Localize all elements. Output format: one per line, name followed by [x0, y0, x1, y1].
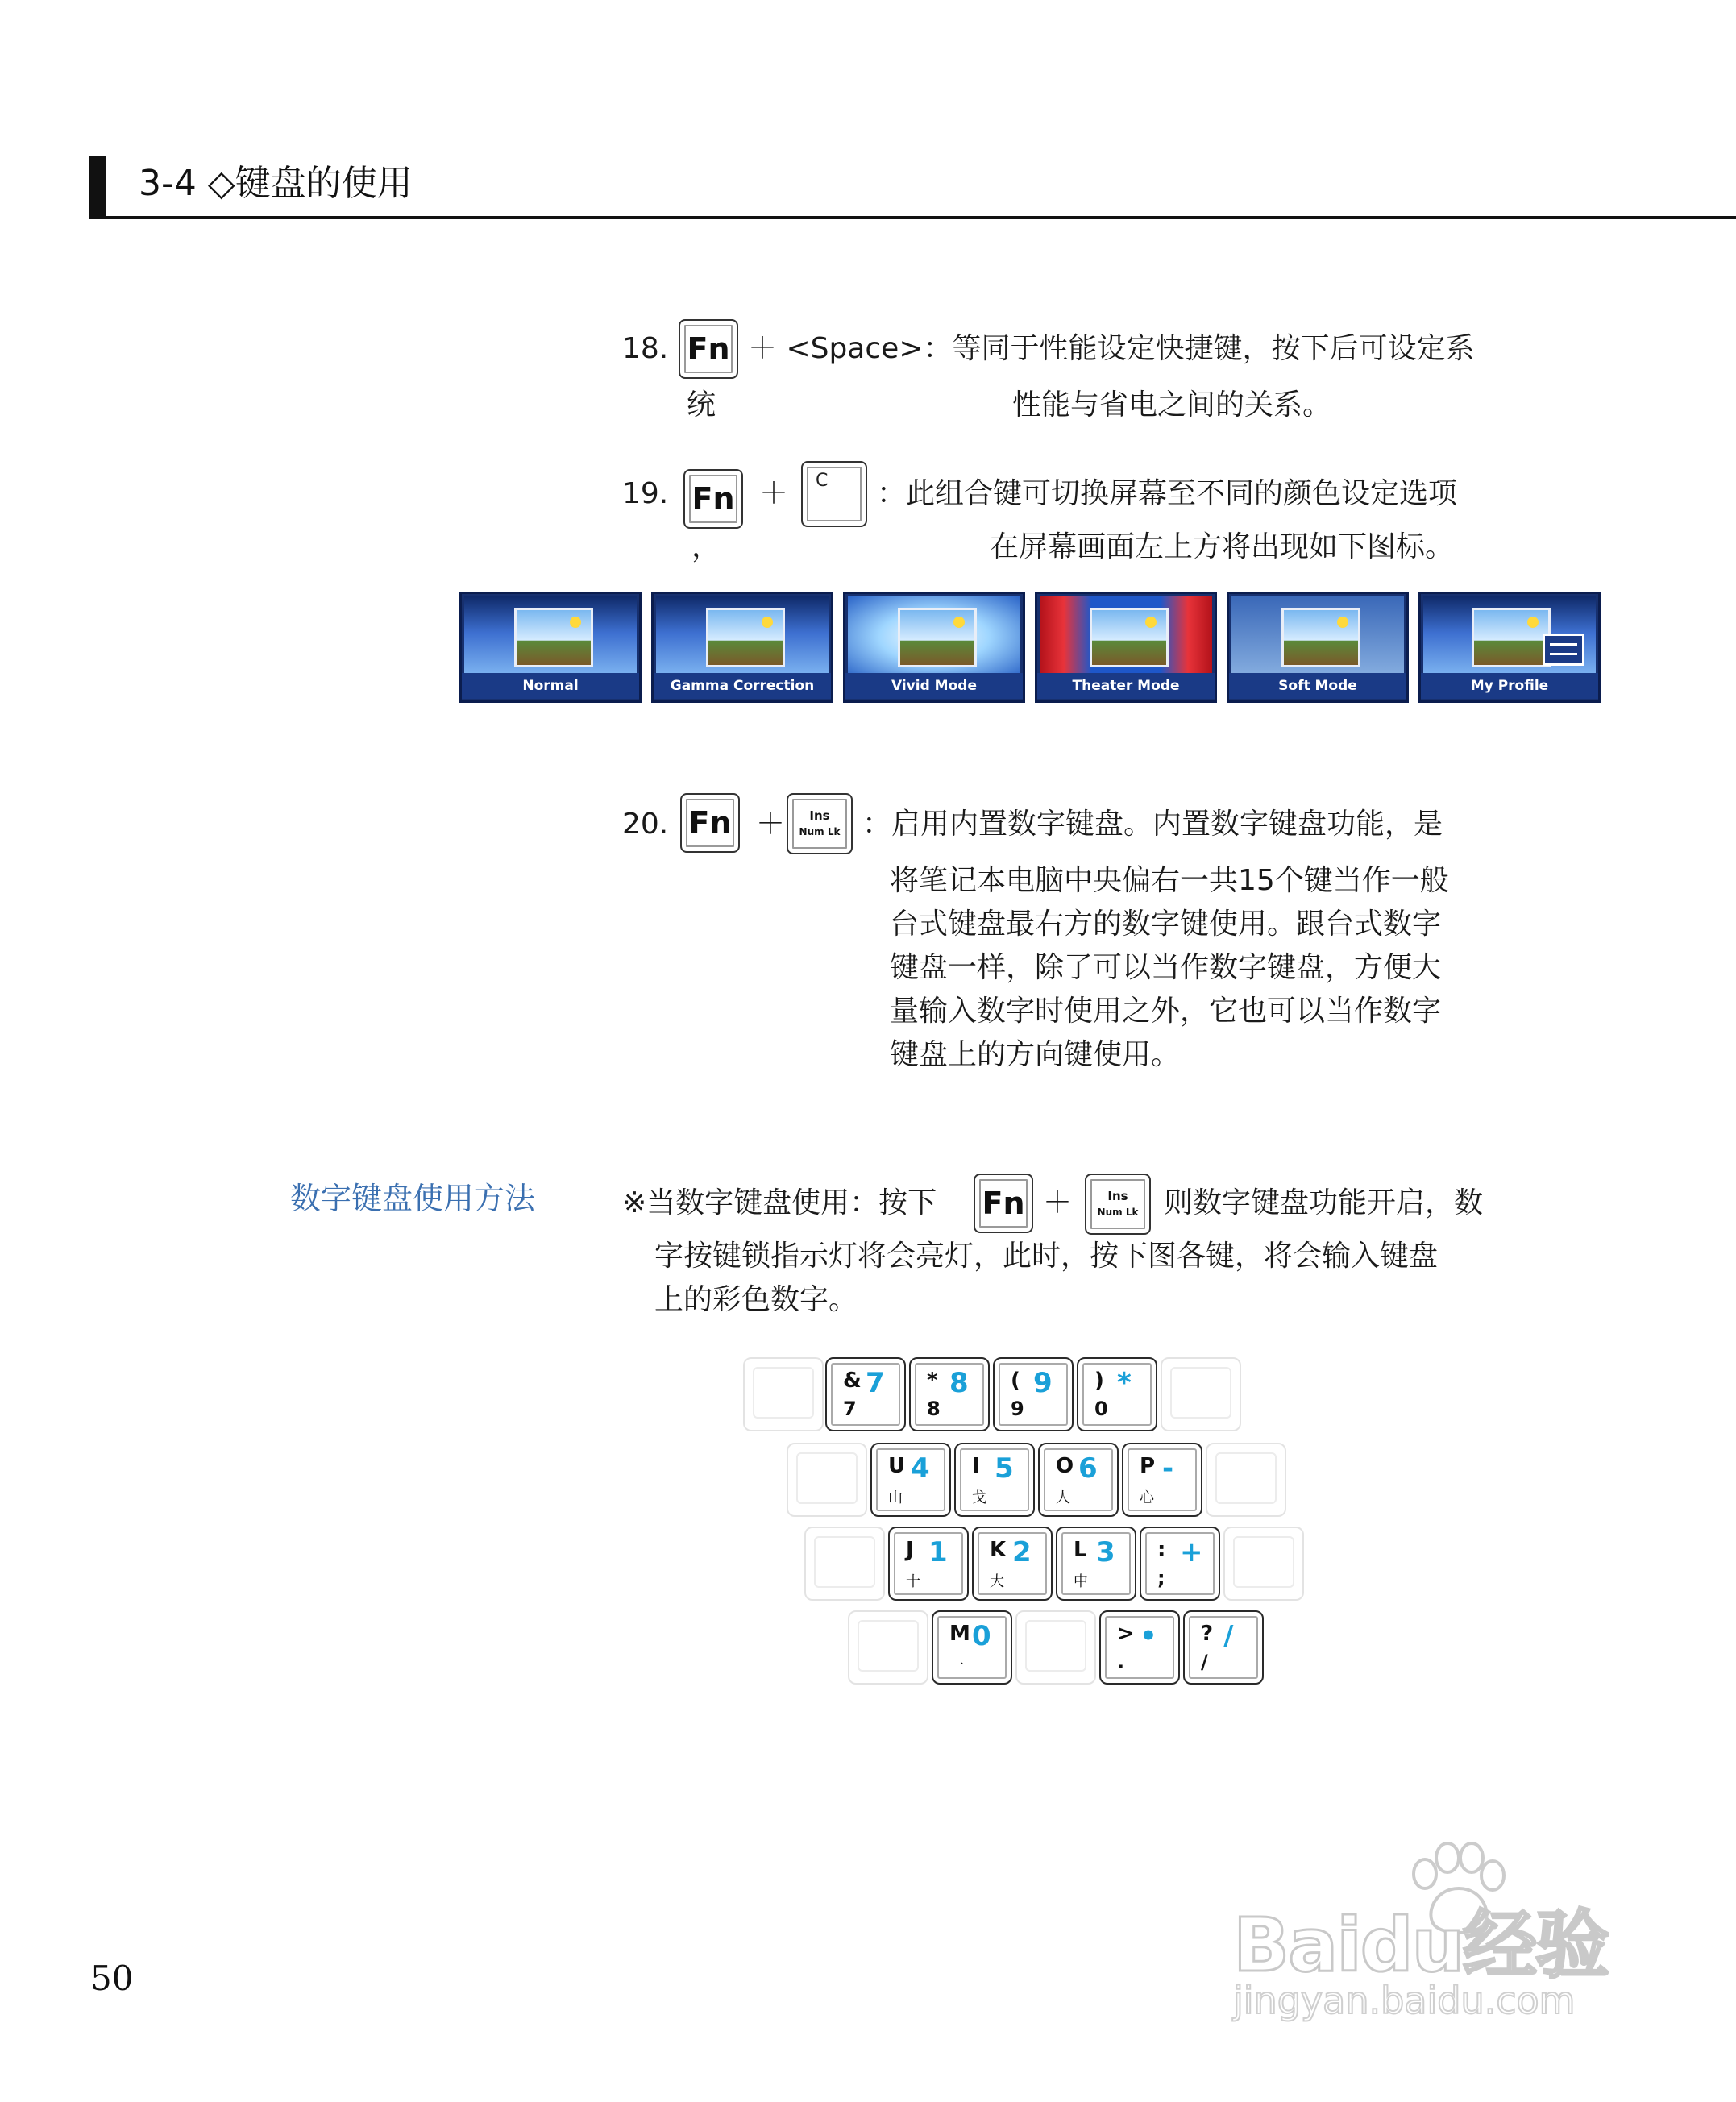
- keyboard-key-blank: [1015, 1610, 1096, 1685]
- mode-normal: Normal: [459, 592, 642, 703]
- plus-sign: ＋: [756, 808, 786, 841]
- keyboard-key: U 4 山: [870, 1443, 951, 1517]
- profile-settings-icon: [1543, 634, 1584, 666]
- numpad-section-label: 数字键盘使用方法: [290, 1181, 536, 1216]
- numpad-text-prefix: ※当数字键盘使用：按下: [622, 1186, 937, 1219]
- keyboard-key: O 6 人: [1038, 1443, 1119, 1517]
- item-18-text-line2b: 性能与省电之间的关系。: [1012, 388, 1332, 422]
- item-19-text-line2a: ，: [691, 530, 721, 563]
- item-20-number: 20.: [622, 808, 669, 841]
- item-20-text-line: 台式键盘最右方的数字键使用。跟台式数字: [890, 908, 1442, 941]
- keyboard-key: L 3 中: [1056, 1527, 1136, 1601]
- item-20-text-line: 键盘上的方向键使用。: [890, 1038, 1181, 1071]
- plus-sign: ＋: [759, 477, 789, 510]
- item-20-text-line1: ：启用内置数字键盘。内置数字键盘功能，是: [862, 808, 1443, 841]
- section-marker-bar: [89, 156, 106, 219]
- item-18-number: 18.: [622, 332, 669, 365]
- watermark-brand: Baidu经验: [1233, 1902, 1609, 1988]
- fn-key-icon: Fn: [683, 469, 743, 529]
- page-number: 50: [90, 1959, 134, 1998]
- keyboard-key-blank: [1161, 1357, 1241, 1431]
- keyboard-key: > • .: [1099, 1610, 1180, 1685]
- mode-gamma-correction: Gamma Correction: [651, 592, 833, 703]
- item-20-text-line: 量输入数字时使用之外，它也可以当作数字: [890, 995, 1442, 1028]
- keyboard-key: & 7 7: [825, 1357, 906, 1431]
- c-key-icon: C: [801, 461, 867, 527]
- watermark-site: jingyan.baidu.com: [1233, 1979, 1576, 2022]
- keyboard-key: J 1 十: [888, 1527, 969, 1601]
- baidu-watermark: [1233, 1842, 1652, 2051]
- keyboard-key-blank: [1206, 1443, 1286, 1517]
- plus-sign: ＋: [1043, 1186, 1073, 1219]
- item-19-number: 19.: [622, 477, 669, 510]
- ins-numlk-key-icon: Ins Num Lk: [1085, 1174, 1151, 1235]
- fn-key-icon: Fn: [680, 793, 740, 853]
- fn-key-icon: Fn: [974, 1174, 1033, 1233]
- mode-soft: Soft Mode: [1227, 592, 1409, 703]
- section-title: 3-4 ◇键盘的使用: [139, 163, 413, 204]
- keyboard-key: ? / /: [1183, 1610, 1264, 1685]
- mode-my-profile: My Profile: [1418, 592, 1601, 703]
- keyboard-key: K 2 大: [972, 1527, 1053, 1601]
- fn-key-icon: Fn: [679, 319, 738, 379]
- keyboard-key-blank: [804, 1527, 885, 1601]
- keyboard-key-blank: [743, 1357, 824, 1431]
- keyboard-key: ) * 0: [1077, 1357, 1157, 1431]
- item-18-text-line1: ＋ <Space>：等同于性能设定快捷键，按下后可设定系: [748, 332, 1475, 365]
- item-20-text-line: 键盘一样，除了可以当作数字键盘，方便大: [890, 951, 1442, 984]
- keyboard-key-blank: [848, 1610, 928, 1685]
- keyboard-key-blank: [1223, 1527, 1304, 1601]
- keyboard-key: : + ;: [1140, 1527, 1220, 1601]
- keyboard-key: * 8 8: [909, 1357, 990, 1431]
- item-19-text-line2b: 在屏幕画面左上方将出现如下图标。: [990, 530, 1455, 563]
- mode-vivid: Vivid Mode: [843, 592, 1025, 703]
- ins-numlk-key-icon: Ins Num Lk: [787, 793, 853, 854]
- item-20-text-line: 将笔记本电脑中央偏右一共15个键当作一般: [890, 864, 1449, 897]
- item-18-text-line2a: 统: [687, 388, 716, 422]
- keyboard-key: ( 9 9: [993, 1357, 1074, 1431]
- numpad-text-after: 则数字键盘功能开启，数: [1164, 1186, 1484, 1219]
- keyboard-key: I 5 戈: [954, 1443, 1035, 1517]
- item-19-text-line1: ：此组合键可切换屏幕至不同的颜色设定选项: [877, 477, 1458, 510]
- numpad-text-line3: 上的彩色数字。: [654, 1283, 858, 1316]
- keyboard-key-blank: [787, 1443, 867, 1517]
- numpad-text-line2: 字按键锁指示灯将会亮灯，此时，按下图各键，将会输入键盘: [654, 1240, 1439, 1273]
- keyboard-key: P - 心: [1122, 1443, 1202, 1517]
- keyboard-key: M 0 一: [932, 1610, 1012, 1685]
- header-rule: [89, 216, 1736, 219]
- mode-theater: Theater Mode: [1035, 592, 1217, 703]
